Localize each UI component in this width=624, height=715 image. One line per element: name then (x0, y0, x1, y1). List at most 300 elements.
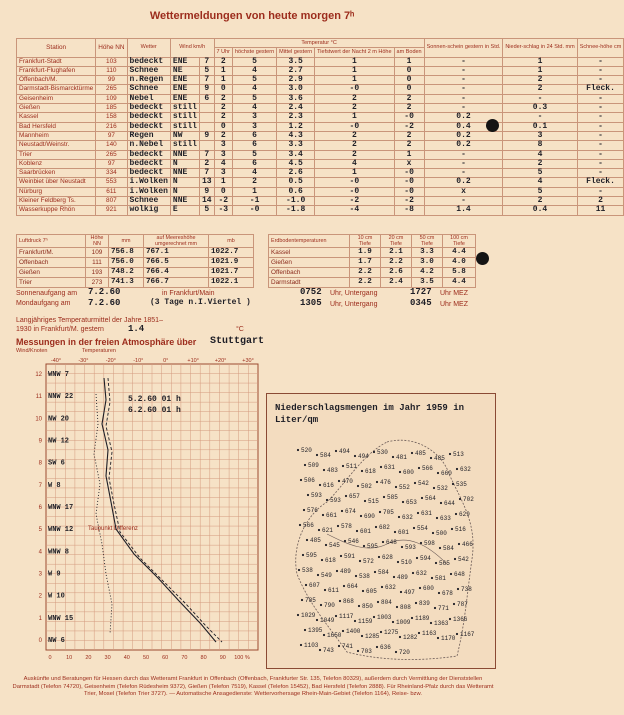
station-dot (435, 562, 437, 564)
temp-min: 1 (315, 113, 394, 122)
precip-value: 1400 (346, 628, 361, 635)
snow-depth: - (577, 159, 624, 168)
temp-7: 0 (214, 85, 232, 94)
precip-value: 506 (304, 477, 315, 484)
moonset-label: Uhr, Untergang (330, 301, 378, 308)
snow-depth: - (577, 150, 624, 159)
top-tick-label: -40° (50, 358, 62, 364)
moonset-time: 0345 (410, 298, 432, 308)
precip-value: 513 (453, 451, 464, 458)
station-name: Kassel (17, 113, 96, 122)
temp-max: 6 (233, 159, 277, 168)
precip-value: 542 (458, 556, 469, 563)
precip-value: 868 (343, 598, 354, 605)
station-row (17, 122, 624, 131)
station-dot (321, 559, 323, 561)
station-dot (364, 500, 366, 502)
sunshine-hours: - (424, 159, 503, 168)
weather-value: Regen (127, 131, 170, 140)
station-dot (345, 495, 347, 497)
sounding-date-2: 6.2.60 01 h (128, 406, 181, 415)
temp-max: 1 (233, 187, 277, 196)
precip-value: 632 (460, 466, 471, 473)
temp-7: 2 (214, 94, 232, 103)
wind-level-label: WNW 15 (48, 614, 74, 623)
station-dot (450, 573, 452, 575)
temp-ground: -0 (394, 169, 424, 178)
snow-depth: Fleck. (577, 178, 624, 187)
bottom-tick-label: 0 (48, 655, 52, 661)
station-height: 265 (96, 150, 127, 159)
temp-ground: 0 (394, 85, 424, 94)
station-dot (402, 501, 404, 503)
precip-value: 554 (417, 525, 428, 532)
wind-speed: 9 (199, 187, 214, 196)
station-height: 158 (96, 113, 127, 122)
pressure-height: 109 (86, 248, 109, 258)
station-name: Kleiner Feldberg Ts. (17, 197, 96, 206)
station-dot (319, 649, 321, 651)
soil-100: 5.8 (443, 268, 476, 278)
sunshine-hours: 0.2 (424, 178, 503, 187)
wind-speed: 5 (199, 66, 214, 75)
wind-speed: 7 (199, 76, 214, 85)
precip-value: 743 (323, 647, 334, 654)
temp-min: 1 (315, 66, 394, 75)
bottom-tick-label: 10 (66, 655, 73, 661)
precip-value: 1167 (460, 631, 475, 638)
station-row (17, 178, 624, 187)
wind-speed: 2 (199, 159, 214, 168)
station-dot (416, 557, 418, 559)
precip-value: 545 (329, 542, 340, 549)
wind-direction: E (170, 206, 199, 215)
weather-value: Nebel (127, 94, 170, 103)
precip-value: 720 (399, 649, 410, 656)
precip-value: 1117 (339, 613, 354, 620)
precip-value: 601 (398, 529, 409, 536)
temp-ground: x (394, 159, 424, 168)
station-dot (342, 465, 344, 467)
precipitation: 2 (503, 197, 577, 206)
longterm-unit: °C (236, 326, 244, 333)
station-height: 109 (96, 94, 127, 103)
wind-direction: N (170, 159, 199, 168)
precip-value: 466 (462, 541, 473, 548)
weather-value: bedeckt (127, 150, 170, 159)
wind-direction: NE (170, 66, 199, 75)
temp-max: 6 (233, 131, 277, 140)
pressure-station: Frankfurt/M. (17, 248, 86, 258)
wind-level-label: NW 20 (48, 415, 70, 424)
precipitation: 1 (503, 66, 577, 75)
wind-direction: NNE (170, 197, 199, 206)
precip-value: 600 (403, 469, 414, 476)
soil-50-header: 50 cm Tiefe (412, 235, 443, 248)
temp-7: 0 (214, 187, 232, 196)
moonrise-time: 1305 (300, 298, 322, 308)
precip-value: 657 (349, 493, 360, 500)
precip-value: 664 (347, 583, 358, 590)
temp-7: 3 (214, 141, 232, 150)
soil-row (269, 248, 476, 258)
precip-value: 741 (342, 643, 353, 650)
precip-value: 690 (364, 513, 375, 520)
station-dot (299, 524, 301, 526)
station-dot (337, 525, 339, 527)
station-dot (418, 632, 420, 634)
bottom-tick-label: 50 (142, 655, 150, 661)
precipitation: 5 (503, 187, 577, 196)
temp-min: 2 (315, 131, 394, 140)
station-dot (400, 591, 402, 593)
precip-value: 481 (396, 454, 407, 461)
temp-min: -0 (315, 187, 394, 196)
temp-mean: 0.5 (277, 178, 315, 187)
station-header: Station (17, 39, 96, 58)
station-name: Weinbiet über Neustadt (17, 178, 96, 187)
station-dot (413, 527, 415, 529)
wind-direction: ENE (170, 57, 199, 66)
station-dot (303, 509, 305, 511)
wind-speed: 9 (199, 85, 214, 94)
precip-value: 485 (415, 450, 426, 457)
weather-value: bedeckt (127, 104, 170, 113)
precip-value: 621 (322, 527, 333, 534)
sunshine-hours: - (424, 150, 503, 159)
station-name: Nürburg (17, 187, 96, 196)
station-name: Offenbach/M. (17, 76, 96, 85)
station-dot (354, 620, 356, 622)
weather-value: Schnee (127, 85, 170, 94)
station-dot (419, 587, 421, 589)
pressure-station: Gießen (17, 268, 86, 278)
station-dot (421, 497, 423, 499)
precip-value: 510 (401, 559, 412, 566)
temp-label: Temperaturen (82, 348, 116, 354)
station-dot (356, 530, 358, 532)
precipitation: 0.3 (503, 104, 577, 113)
precip-value: 595 (367, 543, 378, 550)
station-dot (336, 570, 338, 572)
wind-header: Wind km/h (170, 39, 214, 58)
altitude-label: 8 (38, 460, 42, 467)
station-name: Neustadt/Weinstr. (17, 141, 96, 150)
precip-value: 538 (302, 567, 313, 574)
wind-speed: 7 (199, 150, 214, 159)
station-dot (304, 629, 306, 631)
station-dot (322, 514, 324, 516)
station-name: Koblenz (17, 159, 96, 168)
station-dot (317, 574, 319, 576)
precip-value: 1650 (327, 632, 342, 639)
altitude-label: 5 (38, 527, 42, 534)
station-dot (357, 650, 359, 652)
wind-direction: ENE (170, 76, 199, 85)
precipitation: 5 (503, 169, 577, 178)
temp-mean: 2.7 (277, 66, 315, 75)
station-dot (338, 480, 340, 482)
station-row (17, 76, 624, 85)
soil-100: 4.4 (443, 278, 476, 288)
temp-7: 2 (214, 113, 232, 122)
precip-value: 581 (435, 575, 446, 582)
station-row (17, 104, 624, 113)
precip-value: 1163 (422, 630, 437, 637)
pressure-height: 111 (86, 258, 109, 268)
wind-level-label: NW 12 (48, 437, 70, 446)
temp-ground: -2 (394, 197, 424, 206)
precip-value: 576 (307, 507, 318, 514)
snow-depth: - (577, 141, 624, 150)
temp-mean: 2.9 (277, 76, 315, 85)
station-name: Wasserkuppe Rhön (17, 206, 96, 215)
precip-value: 485 (310, 537, 321, 544)
station-dot (344, 540, 346, 542)
wind-level-label: WNW 7 (48, 371, 70, 379)
station-dot (434, 607, 436, 609)
station-dot (399, 471, 401, 473)
pressure-title: Luftdruck 7ʰ (17, 235, 86, 248)
aerological-diagram (16, 354, 264, 666)
temp-mean: 3.3 (277, 141, 315, 150)
station-height: 553 (96, 178, 127, 187)
precip-value: 648 (386, 539, 397, 546)
temp-7: -3 (214, 206, 232, 215)
pressure-station: Trier (17, 278, 86, 288)
station-dot (325, 544, 327, 546)
temp-min: -2 (315, 197, 394, 206)
temp-ground: 2 (394, 94, 424, 103)
temp-mean: 0.6 (277, 187, 315, 196)
altitude-label: 12 (35, 372, 42, 378)
soil-20-header: 20 cm Tiefe (381, 235, 412, 248)
temp-ground: -2 (394, 122, 424, 131)
soil-100: 4.4 (443, 248, 476, 258)
precip-value: 632 (416, 570, 427, 577)
snow-depth: - (577, 113, 624, 122)
station-dot (335, 615, 337, 617)
precip-value: 549 (321, 572, 332, 579)
pressure-mm: 741.3 (109, 278, 144, 288)
precip-value: 511 (346, 463, 357, 470)
station-dot (459, 498, 461, 500)
wind-direction: NNE (170, 150, 199, 159)
station-dot (338, 645, 340, 647)
precip-value: 678 (442, 590, 453, 597)
station-name: Geisenheim (17, 94, 96, 103)
bottom-tick-label: 100 % (234, 655, 250, 661)
precip-value: 1366 (453, 616, 468, 623)
sunshine-hours: - (424, 57, 503, 66)
sunshine-hours: 0.2 (424, 141, 503, 150)
precip-value: 1029 (301, 612, 316, 619)
height-header: Höhe NN (96, 39, 127, 58)
temp-max: -1 (233, 197, 277, 206)
precip-value: 850 (362, 603, 373, 610)
wind-level-label: SW 6 (48, 459, 65, 468)
precipitation: 4 (503, 150, 577, 159)
temp-max: 4 (233, 85, 277, 94)
temp-min: 4 (315, 159, 394, 168)
precip-value: 616 (323, 482, 334, 489)
wind-direction: ENE (170, 94, 199, 103)
station-dot (401, 546, 403, 548)
station-row (17, 131, 624, 140)
sunset-time: 1727 (410, 287, 432, 297)
station-row (17, 57, 624, 66)
precip-value: 611 (328, 587, 339, 594)
station-dot (319, 484, 321, 486)
station-height: 185 (96, 104, 127, 113)
wind-speed: 9 (199, 131, 214, 140)
station-dot (305, 584, 307, 586)
sunshine-header: Sonnen-schein gestern in Std. (424, 39, 503, 58)
temp-mean: -1.0 (277, 197, 315, 206)
temp-7: 4 (214, 159, 232, 168)
precip-value: 584 (443, 545, 454, 552)
weather-value: Schnee (127, 197, 170, 206)
precip-value: 661 (326, 512, 337, 519)
precip-value: 500 (436, 530, 447, 537)
station-dot (432, 532, 434, 534)
temp-7: -2 (214, 197, 232, 206)
temp-ground: 1 (394, 150, 424, 159)
temp-max: 3 (233, 122, 277, 131)
temp-7: 1 (214, 76, 232, 85)
sunset-label: Uhr, Untergang (330, 290, 378, 297)
station-dot (418, 467, 420, 469)
wind-label: Wind/Knoten (16, 348, 48, 354)
station-dot (382, 541, 384, 543)
station-dot (458, 543, 460, 545)
pressure-mb: 1021.9 (209, 258, 254, 268)
precip-value: 1275 (384, 629, 399, 636)
precipitation: 2 (503, 85, 577, 94)
temperature-header: Temperatur °C (214, 39, 424, 48)
station-name: Saarbrücken (17, 169, 96, 178)
snow-depth: - (577, 66, 624, 75)
station-dot (392, 621, 394, 623)
station-dot (452, 483, 454, 485)
station-dot (357, 485, 359, 487)
top-tick-label: 0° (163, 358, 169, 364)
precip-value: 1170 (441, 635, 456, 642)
top-tick-label: -10° (133, 358, 144, 364)
station-dot (440, 502, 442, 504)
wind-level-label: W 9 (48, 570, 61, 579)
station-dot (420, 542, 422, 544)
precip-value: 632 (385, 584, 396, 591)
station-dot (393, 576, 395, 578)
sunrise-time: 0752 (300, 287, 322, 297)
footer-text: Auskünfte und Beratungen für Hessen durch das Wetteramt Frankfurt in Offenbach (Offenbach, Frankfurter Str. 135, Telefon 80329), außerdem durch Vermittlung der Dienststellen Darmstadt (Telefon 74720), Geisenheim (Telefon Rüdesheim 9372), Gießen (Telefon 7519), Kassel (Telefon 15452), Bad Hersfeld (Telefon 2888). Für Rheinland-Pfalz durch das Wetteramt Trier, Mosel (Telefon Trier 3727). — Automatische Ansagedienste: Wettervorhersage Rhein-Main-Gebiet (Telefon 1164), Reise- bzw. (12, 676, 494, 698)
station-dot (414, 482, 416, 484)
precip-value: 483 (327, 467, 338, 474)
station-dot (436, 517, 438, 519)
station-dot (395, 486, 397, 488)
station-dot (323, 634, 325, 636)
station-dot (383, 496, 385, 498)
sunshine-hours: - (424, 66, 503, 75)
precip-value: 564 (425, 495, 436, 502)
precip-value: 628 (382, 554, 393, 561)
precip-value: 703 (361, 648, 372, 655)
taupunkt-label: Taupunkt Differenz (88, 526, 138, 532)
precip-map-title: Niederschlagsmengen im Jahr 1959 in Liter/qm (275, 403, 465, 425)
station-height: 97 (96, 159, 127, 168)
temp-7: 0 (214, 122, 232, 131)
altitude-label: 7 (38, 482, 42, 489)
precip-value: 804 (381, 599, 392, 606)
wind-level-label: NNW 22 (48, 393, 74, 402)
precip-value: 572 (363, 558, 374, 565)
pressure-reduced-mm: 766.7 (144, 278, 209, 288)
station-dot (323, 469, 325, 471)
bottom-tick-label: 20 (85, 655, 92, 661)
precip-value: 808 (400, 604, 411, 611)
precip-value: 636 (380, 644, 391, 651)
sunrise-label: Sonnenaufgang am (16, 290, 78, 297)
station-dot (456, 468, 458, 470)
precip-value: 502 (361, 483, 372, 490)
precip-value: 1189 (415, 615, 430, 622)
station-dot (394, 531, 396, 533)
station-row (17, 66, 624, 75)
wind-direction: NNE (170, 169, 199, 178)
temp-7: 3 (214, 169, 232, 178)
temp-ground: 0 (394, 76, 424, 85)
page-title: Wettermeldungen von heute morgen 7ʰ (149, 10, 355, 22)
soil-20: 2.6 (381, 268, 412, 278)
snow-depth: - (577, 57, 624, 66)
station-dot (380, 466, 382, 468)
precip-value: 535 (456, 481, 467, 488)
temp-mean: 1.2 (277, 122, 315, 131)
station-row (17, 159, 624, 168)
station-dot (399, 636, 401, 638)
station-row (17, 169, 624, 178)
station-dot (380, 631, 382, 633)
station-dot (340, 555, 342, 557)
station-height: 807 (96, 197, 127, 206)
sunshine-hours: - (424, 76, 503, 85)
station-row (17, 113, 624, 122)
station-dot (318, 529, 320, 531)
temp-mean: -1.8 (277, 206, 315, 215)
precip-value: 839 (419, 600, 430, 607)
bottom-tick-label: 90 (219, 655, 226, 661)
temp-max: 5 (233, 76, 277, 85)
tmax-header: höchste gestern (233, 48, 277, 57)
soil-table (268, 234, 476, 288)
altitude-label: 0 (38, 638, 42, 644)
station-dot (326, 499, 328, 501)
pressure-mb-header: mb (209, 235, 254, 248)
wind-speed: 5 (199, 206, 214, 215)
bottom-tick-label: 60 (162, 655, 169, 661)
sunshine-hours: x (424, 187, 503, 196)
wind-direction: ENE (170, 85, 199, 94)
pressure-height: 193 (86, 268, 109, 278)
altitude-label: 2 (38, 593, 42, 600)
temp-min: 1 (315, 169, 394, 178)
station-height: 611 (96, 187, 127, 196)
precip-value: 1363 (434, 620, 449, 627)
weather-value: i.Wolken (127, 187, 170, 196)
wind-speed: 13 (199, 178, 214, 187)
station-height: 99 (96, 76, 127, 85)
